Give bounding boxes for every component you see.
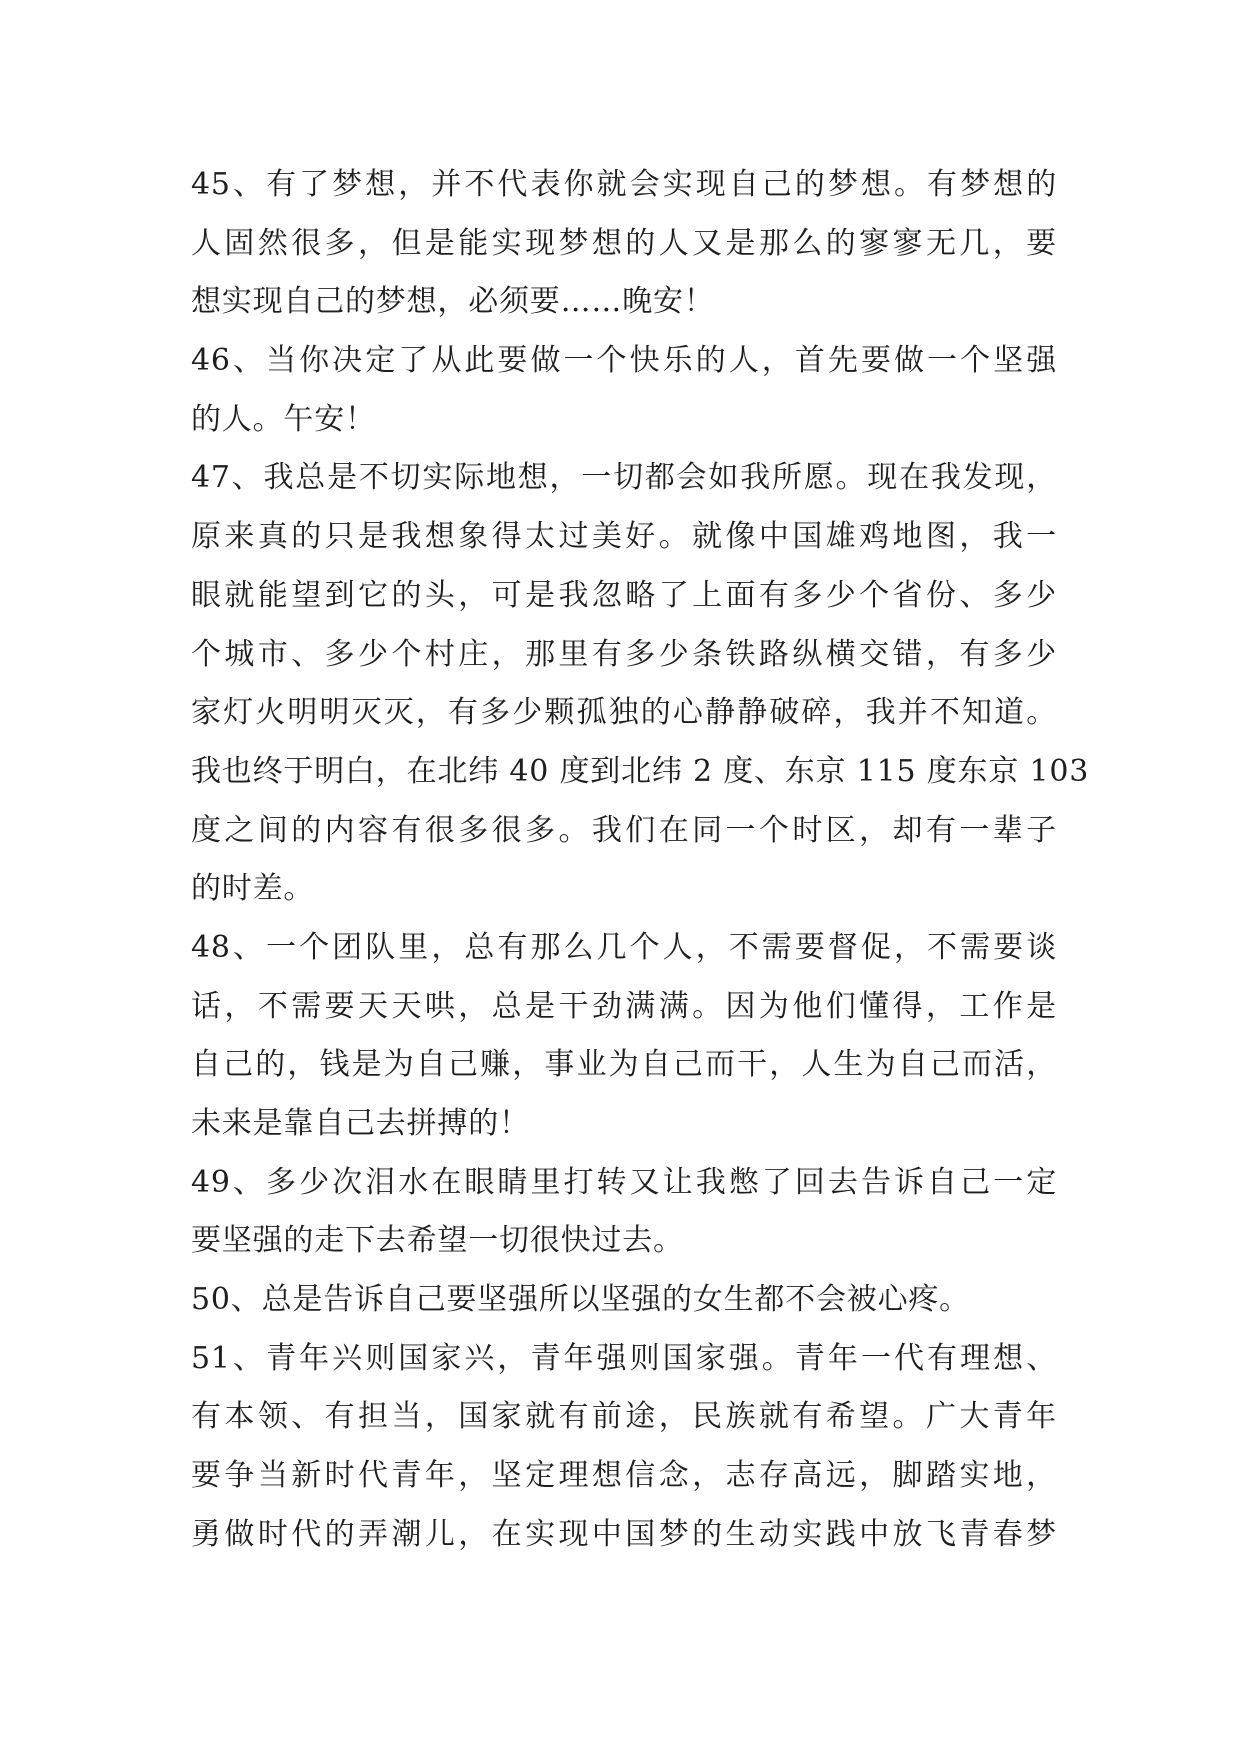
text-line: 原来真的只是我想象得太过美好。就像中国雄鸡地图，我一 [191, 519, 1057, 555]
text-line: 的人。午安！ [191, 401, 376, 437]
text-line: 我也终于明白，在北纬 40 度到北纬 2 度、东京 115 度东京 103 [191, 753, 1090, 789]
text-line: 自己的，钱是为自己赚，事业为自己而干，人生为自己而活， [191, 1047, 1057, 1083]
document-body [191, 156, 1090, 1565]
text-line: 48、一个团队里，总有那么几个人，不需要督促，不需要谈 [191, 929, 1057, 965]
text-line: 51、青年兴则国家兴，青年强则国家强。青年一代有理想、 [191, 1340, 1057, 1376]
text-line: 46、当你决定了从此要做一个快乐的人，首先要做一个坚强 [191, 343, 1057, 379]
text-line: 未来是靠自己去拼搏的！ [191, 1106, 530, 1141]
text-line: 个城市、多少个村庄，那里有多少条铁路纵横交错，有多少 [191, 636, 1057, 672]
text-line: 家灯火明明灭灭，有多少颗孤独的心静静破碎，我并不知道。 [191, 695, 1057, 731]
text-line: 眼就能望到它的头，可是我忽略了上面有多少个省份、多少 [191, 577, 1057, 613]
text-line: 49、多少次泪水在眼睛里打转又让我憋了回去告诉自己一定 [191, 1164, 1057, 1200]
text-line: 要坚强的走下去希望一切很快过去。 [191, 1223, 684, 1259]
text-line: 45、有了梦想，并不代表你就会实现自己的梦想。有梦想的 [191, 167, 1057, 202]
text-line: 勇做时代的弄潮儿，在实现中国梦的生动实践中放飞青春梦 [191, 1516, 1057, 1552]
text-line: 想实现自己的梦想，必须要……晚安！ [191, 284, 715, 320]
text-line: 47、我总是不切实际地想，一切都会如我所愿。现在我发现， [191, 460, 1057, 496]
text-line: 人固然很多，但是能实现梦想的人又是那么的寥寥无几，要 [191, 225, 1057, 261]
text-line: 的时差。 [191, 871, 315, 907]
text-line: 话，不需要天天哄，总是干劲满满。因为他们懂得，工作是 [191, 988, 1057, 1024]
text-line: 50、总是告诉自己要坚强所以坚强的女生都不会被心疼。 [191, 1282, 970, 1318]
text-line: 要争当新时代青年，坚定理想信念，志存高远，脚踏实地， [191, 1458, 1057, 1494]
text-line: 有本领、有担当，国家就有前途，民族就有希望。广大青年 [191, 1399, 1057, 1435]
text-line: 度之间的内容有很多很多。我们在同一个时区，却有一辈子 [191, 812, 1057, 848]
